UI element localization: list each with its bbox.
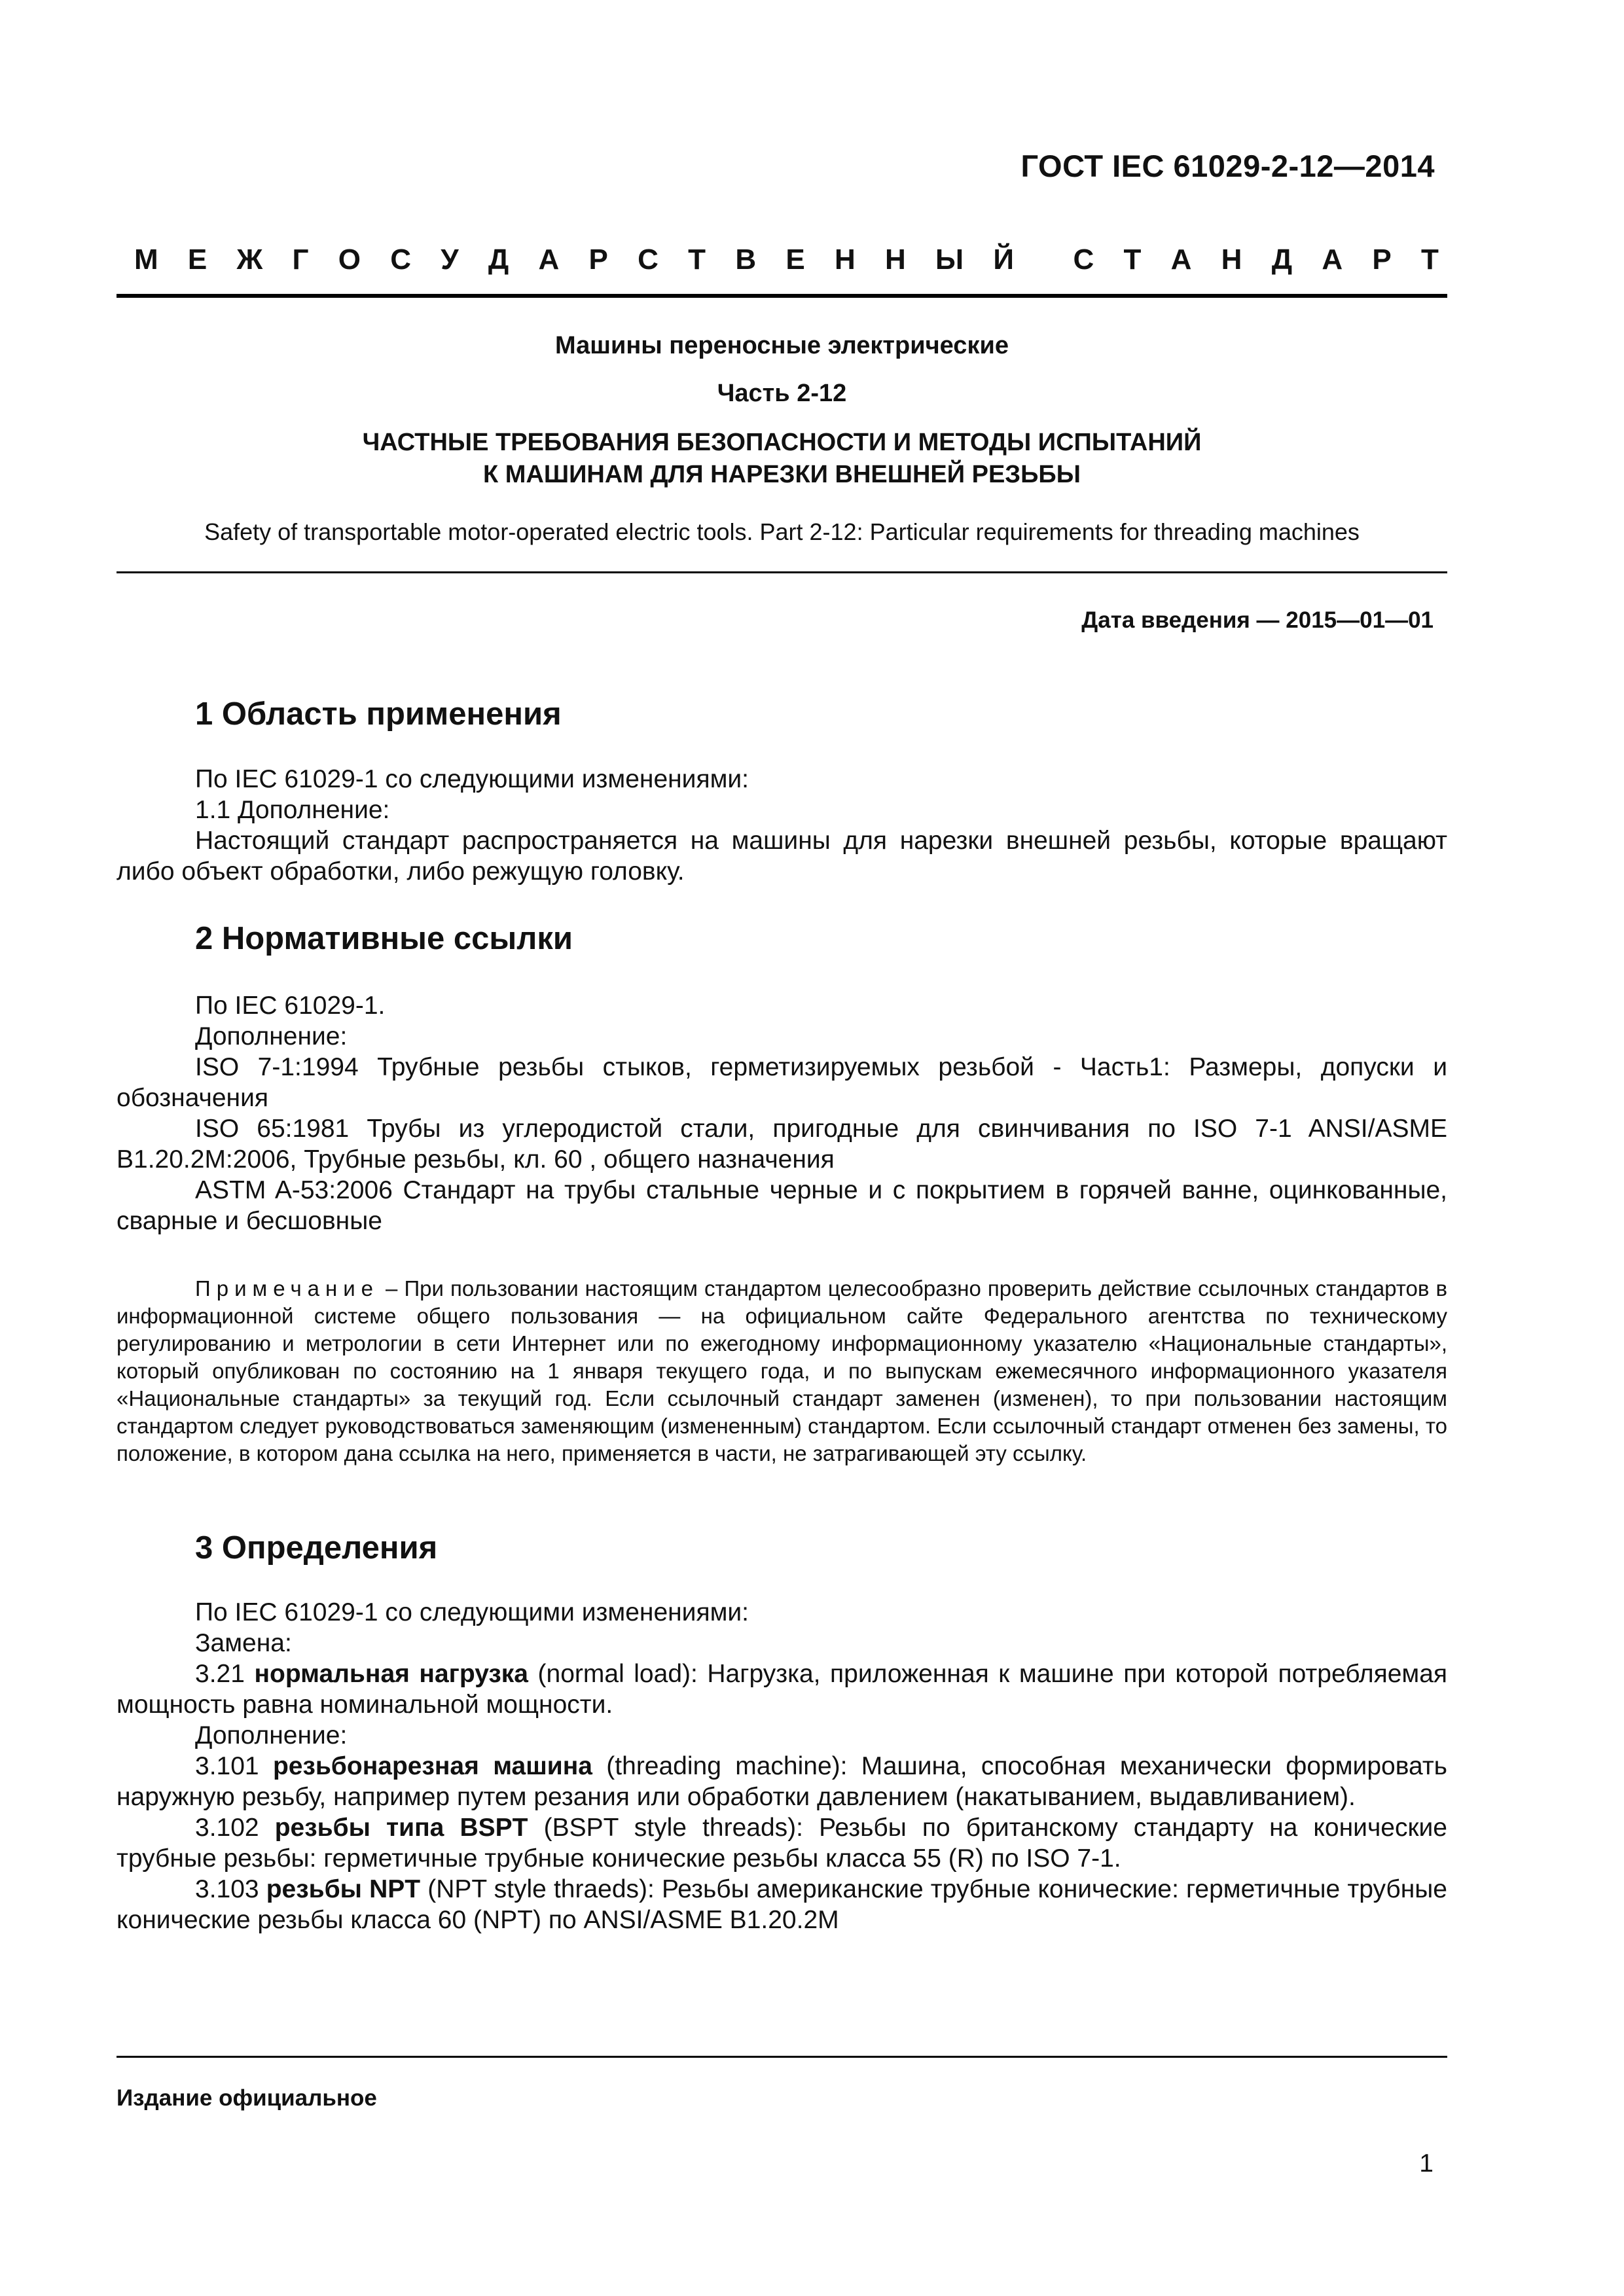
section-2-body [117, 990, 1447, 1236]
banner-letter: Т [1123, 243, 1142, 276]
banner-letter: Р [1372, 243, 1392, 276]
banner-letter: А [538, 243, 560, 276]
note-block [117, 1275, 1447, 1467]
banner-letter: У [441, 243, 459, 276]
banner-letter: В [735, 243, 757, 276]
title-main [117, 427, 1447, 491]
term: резьбы NPT [266, 1875, 421, 1903]
banner-letter: Д [1271, 243, 1293, 276]
reference-iso-65: ISO 65:1981 Трубы из углеродистой стали, пригодные для свинчивания по ISO 7-1 ANSI/ASME B1.20.2M:2006, Трубные резьбы, кл. 60 , общего назначения [117, 1115, 1447, 1174]
section-2-heading: 2 Нормативные ссылки [195, 921, 573, 956]
section-3-heading: 3 Определения [195, 1530, 438, 1566]
official-edition-label: Издание официальное [117, 2085, 377, 2111]
banner-letter: А [1322, 243, 1343, 276]
banner-letter: С [638, 243, 659, 276]
note-label: Примечание [195, 1276, 380, 1300]
page-number: 1 [1419, 2149, 1434, 2178]
section-1-heading: 1 Область применения [195, 696, 562, 732]
paragraph: По IEC 61029-1 со следующими изменениями: [195, 1598, 749, 1626]
banner-letter: Т [688, 243, 706, 276]
banner-letter: Е [785, 243, 805, 276]
definition-3-101: 3.101 резьбонарезная машина (threading machine): Машина, способная механически формировать наружную резьбу, например путем резания или обработки давлением (накатыванием, выдавливанием). [117, 1752, 1447, 1811]
document-code: ГОСТ IEC 61029-2-12—2014 [1020, 149, 1435, 183]
banner-letter: Ж [236, 243, 263, 276]
banner-letter: С [1073, 243, 1094, 276]
title-main-line-b: К МАШИНАМ ДЛЯ НАРЕЗКИ ВНЕШНЕЙ РЕЗЬБЫ [483, 461, 1081, 488]
banner-letter: Т [1420, 243, 1439, 276]
banner-letter: Г [292, 243, 309, 276]
title-main-line-a: ЧАСТНЫЕ ТРЕБОВАНИЯ БЕЗОПАСНОСТИ И МЕТОДЫ ИСПЫТАНИЙ [362, 429, 1202, 456]
section-3-body [117, 1597, 1447, 1935]
title-line-1: Машины переносные электрические [555, 332, 1009, 359]
banner-letter: Н [884, 243, 906, 276]
reference-astm-a53: ASTM A-53:2006 Стандарт на трубы стальные черные и с покрытием в горячей ванне, оцинкованные, сварные и бесшовные [117, 1176, 1447, 1235]
paragraph: Дополнение: [195, 1721, 348, 1749]
banner-letter: А [1170, 243, 1192, 276]
banner-letter: Д [488, 243, 509, 276]
title-part: Часть 2-12 [717, 380, 847, 407]
definition-3-21: 3.21 нормальная нагрузка (normal load): Нагрузка, приложенная к машине при которой потребляемая мощность равна номинальной мощности. [117, 1660, 1447, 1719]
banner-letter: Е [187, 243, 208, 276]
term: резьбонарезная машина [272, 1752, 592, 1780]
paragraph: Настоящий стандарт распространяется на машины для нарезки внешней резьбы, которые вращают либо объект обработки, либо режущую головку. [117, 827, 1447, 886]
title-rule [117, 571, 1447, 573]
paragraph: 1.1 Дополнение: [195, 796, 390, 824]
banner-letter: С [390, 243, 412, 276]
banner-letter: Й [993, 243, 1014, 276]
paragraph: Дополнение: [195, 1022, 348, 1050]
banner-letter: Н [1221, 243, 1242, 276]
footer-rule [117, 2056, 1447, 2058]
term: нормальная нагрузка [254, 1660, 529, 1688]
note-text: – При пользовании настоящим стандартом целесообразно проверить действие ссылочных стандартов в информационной системе общего пользования — на официальном сайте Федерального агентства по техническому регулированию и метрологии в сети Интернет или по ежегодному информационному указателю «Национальные стандарты», который опубликован по состоянию на 1 января текущего года, и по выпускам ежемесячного информационного указателя «Национальные стандарты» за текущий год. Если ссылочный стандарт заменен (изменен), то при пользовании настоящим стандартом следует руководствоваться заменяющим (измененным) стандартом. Если ссылочный стандарт отменен без замены, то положение, в котором дана ссылка на него, применяется в части, не затрагивающей эту ссылку. [117, 1276, 1447, 1465]
banner-letter: Р [588, 243, 608, 276]
banner-letter: О [338, 243, 361, 276]
title-english: Safety of transportable motor-operated electric tools. Part 2-12: Particular requirements for threading machines [204, 518, 1360, 545]
paragraph: Замена: [195, 1629, 292, 1657]
paragraph: По IEC 61029-1 со следующими изменениями: [195, 765, 749, 793]
definition-3-103: 3.103 резьбы NPT (NPT style thraeds): Резьбы американские трубные конические: герметичные трубные конические резьбы класса 60 (NPT) по ANSI/ASME B1.20.2M [117, 1875, 1447, 1934]
paragraph: По IEC 61029-1. [195, 992, 386, 1020]
reference-iso-7-1: ISO 7-1:1994 Трубные резьбы стыков, герметизируемых резьбой - Часть1: Размеры, допуски и обозначения [117, 1053, 1447, 1112]
term: резьбы типа BSPT [274, 1814, 528, 1842]
banner-letter: Ы [935, 243, 964, 276]
section-1-body [117, 764, 1447, 887]
interstate-standard-banner [134, 243, 1439, 276]
definition-3-102: 3.102 резьбы типа BSPT (BSPT style threads): Резьбы по британскому стандарту на конические трубные резьбы: герметичные трубные конические резьбы класса 55 (R) по ISO 7-1. [117, 1814, 1447, 1873]
header-rule [117, 294, 1447, 298]
banner-letter: Н [834, 243, 856, 276]
introduction-date: Дата введения — 2015—01—01 [1081, 607, 1434, 633]
banner-letter: М [134, 243, 158, 276]
